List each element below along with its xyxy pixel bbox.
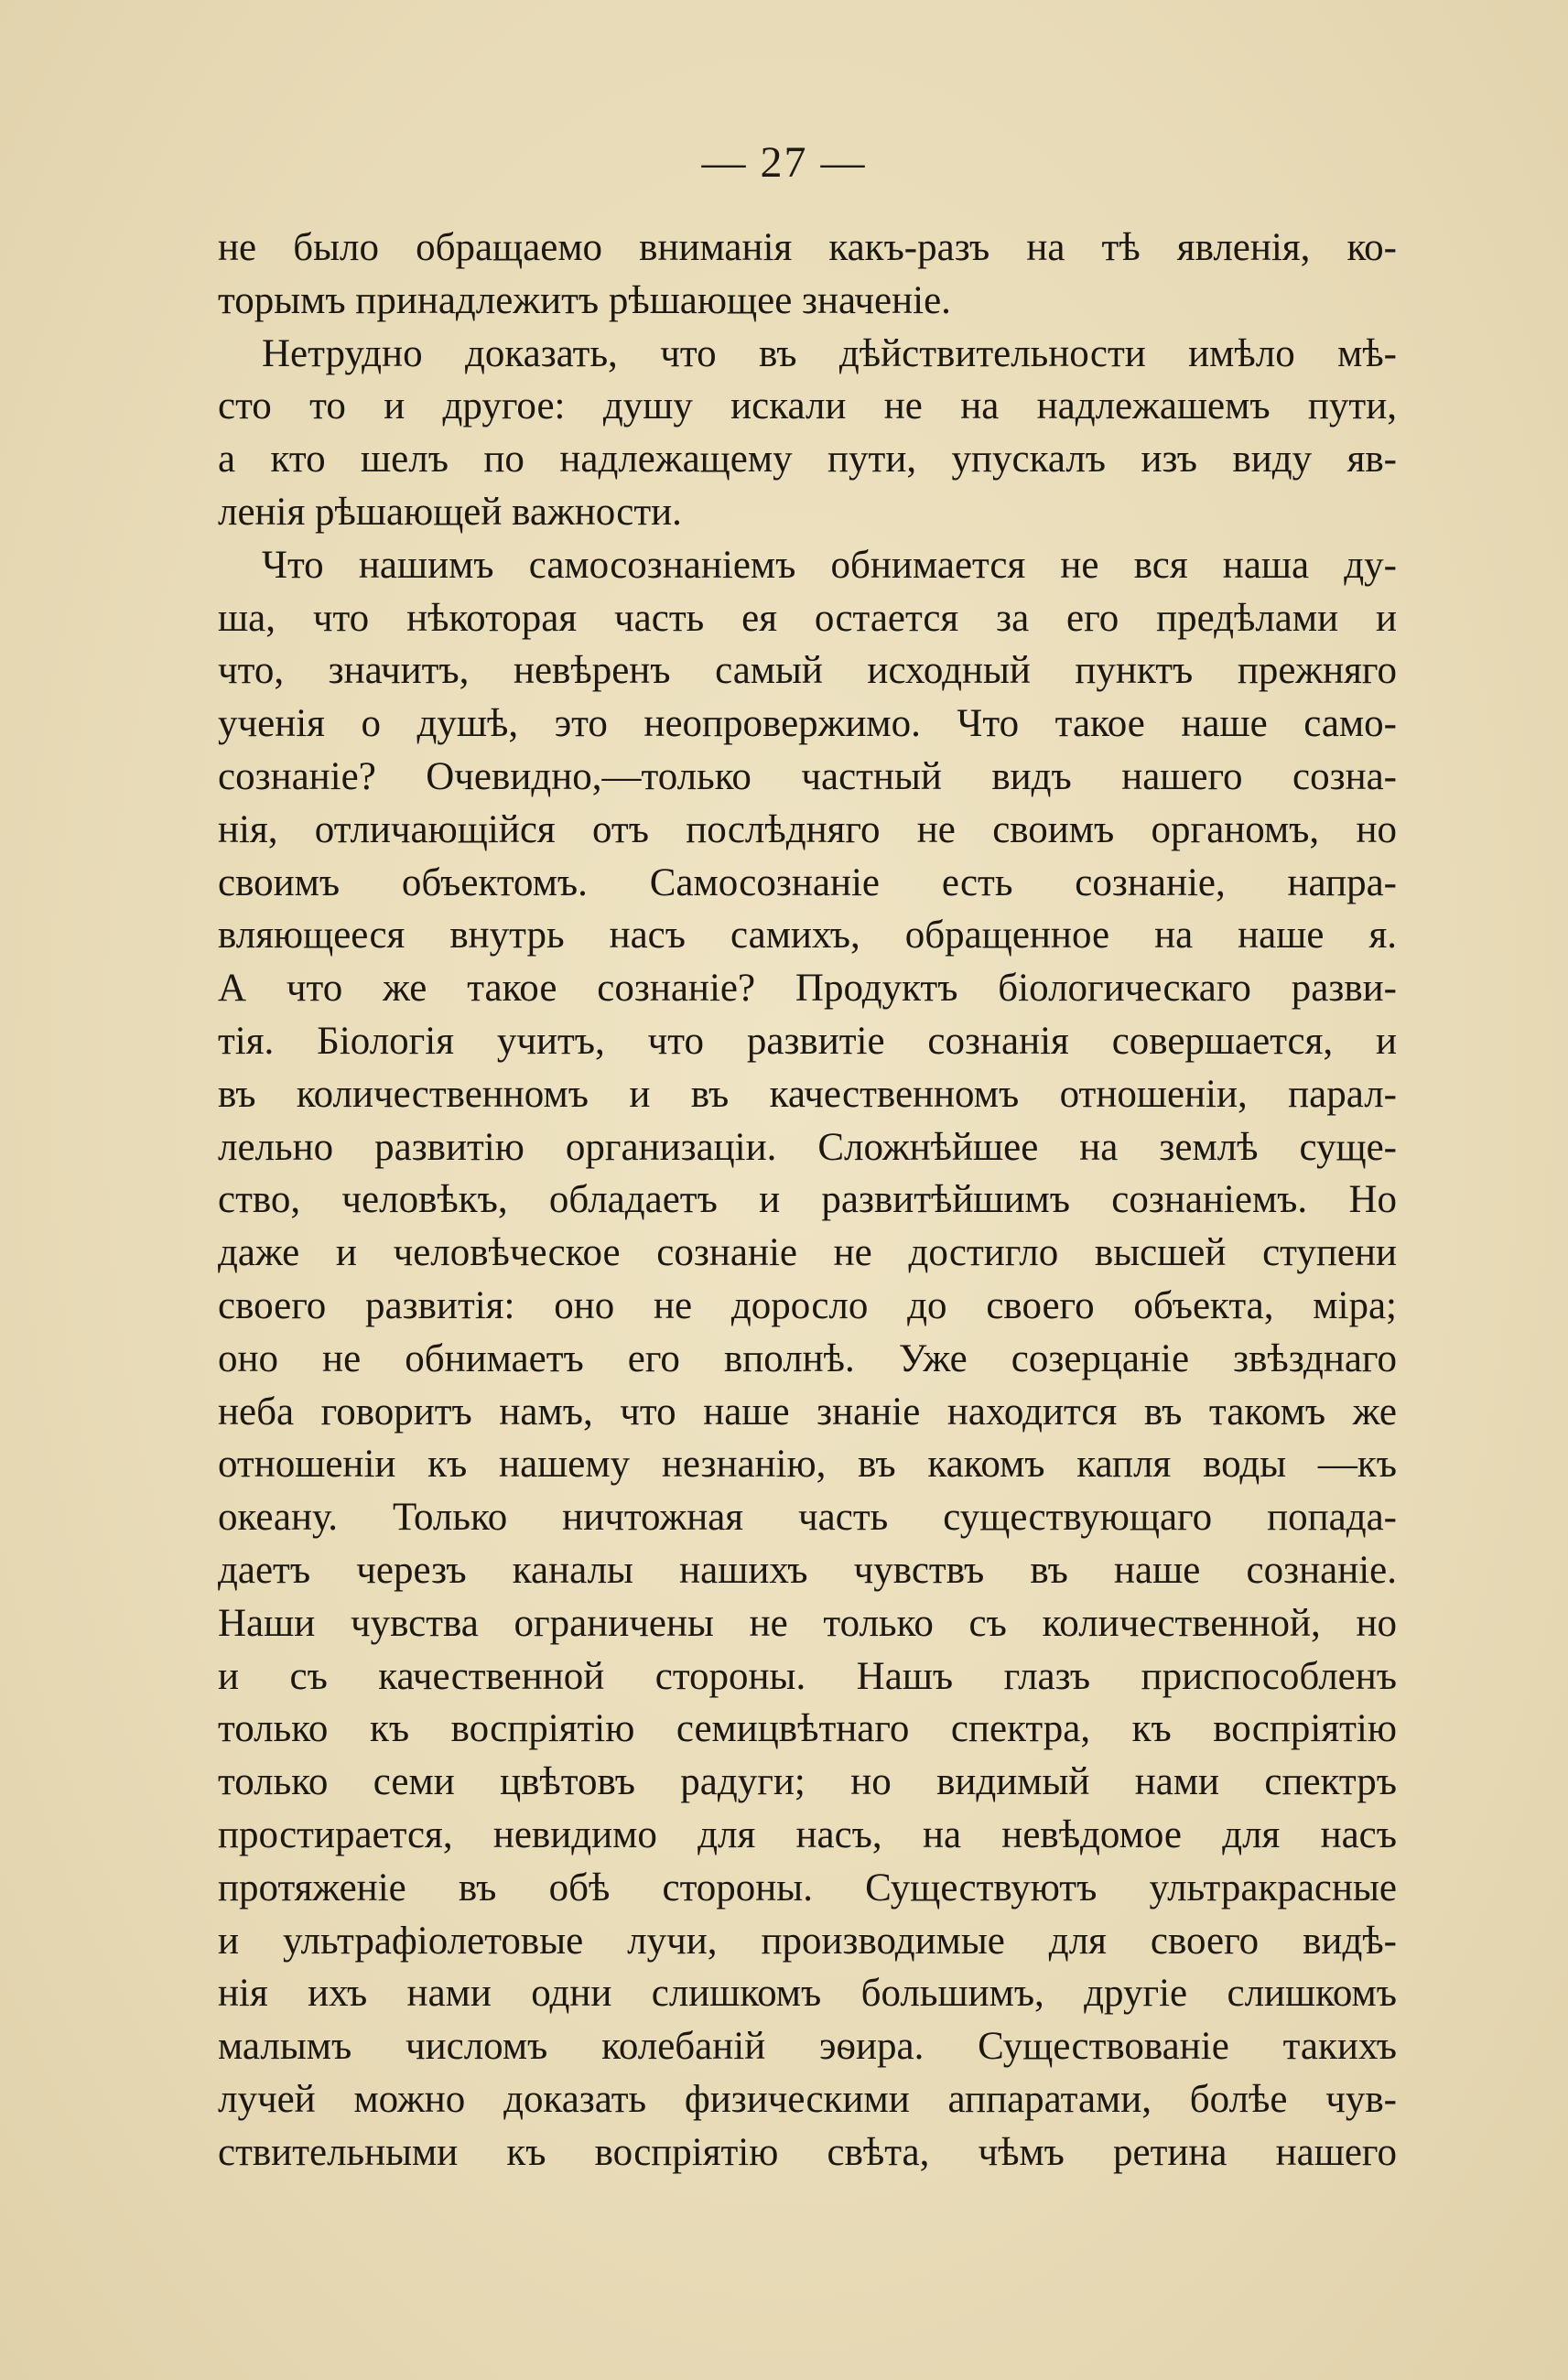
text-line: нія ихъ нами одни слишкомъ большимъ, другіе слишкомъ	[218, 1972, 1397, 2016]
text-line: въ количественномъ и въ качественномъ отношеніи, парал-	[218, 1072, 1397, 1116]
text-line: только семи цвѣтовъ радуги; но видимый нами спектръ	[218, 1760, 1397, 1804]
text-line: вляющееся внутрь насъ самихъ, обращенное на наше я.	[218, 914, 1397, 957]
text-line: и съ качественной стороны. Нашъ глазъ приспособленъ	[218, 1654, 1397, 1698]
text-line: лельно развитію организаціи. Сложнѣйшее на землѣ суще-	[218, 1125, 1397, 1169]
text-line: своего развитія: оно не доросло до своего объекта, міра;	[218, 1283, 1397, 1327]
text-line: ствительными къ воспріятію свѣта, чѣмъ ретина нашего	[218, 2130, 1397, 2174]
text-line: не было обращаемо вниманія какъ-разъ на тѣ явленія, ко-	[218, 226, 1397, 269]
text-line: ство, человѣкъ, обладаетъ и развитѣйшимъ сознаніемъ. Но	[218, 1178, 1397, 1222]
text-line: Что нашимъ самосознаніемъ обнимается не вся наша ду-	[262, 543, 1397, 587]
text-line: своимъ объектомъ. Самосознаніе есть сознаніе, напра-	[218, 860, 1397, 904]
text-line: и ультрафіолетовые лучи, производимые для своего видѣ-	[218, 1919, 1397, 1963]
text-line: ша, что нѣкоторая часть ея остается за его предѣлами и	[218, 596, 1397, 640]
text-line: тія. Біологія учитъ, что развитіе сознанія совершается, и	[218, 1019, 1397, 1063]
text-line: сознаніе? Очевидно,—только частный видъ нашего созна-	[218, 754, 1397, 798]
page-number: — 27 —	[701, 138, 867, 187]
text-line: только къ воспріятію семицвѣтнаго спектра, къ воспріятію	[218, 1707, 1397, 1751]
text-line: сто то и другое: душу искали не на надлежашемъ пути,	[218, 384, 1397, 428]
text-line: лучей можно доказать физическими аппаратами, болѣе чув-	[218, 2077, 1397, 2121]
text-line: ленія рѣшающей важности.	[218, 490, 682, 534]
text-line: неба говоритъ намъ, что наше знаніе находится въ такомъ же	[218, 1390, 1397, 1433]
text-line: Нетрудно доказать, что въ дѣйствительности имѣло мѣ-	[262, 331, 1397, 375]
text-line: простирается, невидимо для насъ, на невѣдомое для насъ	[218, 1812, 1397, 1856]
body-text	[218, 222, 1397, 2179]
text-line: торымъ принадлежитъ рѣшающее значеніе.	[218, 278, 951, 322]
text-line: даже и человѣческое сознаніе не достигло высшей ступени	[218, 1231, 1397, 1275]
text-line: Наши чувства ограничены не только съ количественной, но	[218, 1601, 1397, 1645]
text-line: даетъ черезъ каналы нашихъ чувствъ въ наше сознаніе.	[218, 1548, 1397, 1592]
text-line: ученія о душѣ, это неопровержимо. Что такое наше само-	[218, 702, 1397, 746]
text-line: протяженіе въ обѣ стороны. Существуютъ ультракрасные	[218, 1866, 1397, 1909]
text-line: А что же такое сознаніе? Продуктъ біологическаго разви-	[218, 967, 1397, 1011]
text-line: малымъ числомъ колебаній эѳира. Существованіе такихъ	[218, 2025, 1397, 2069]
text-line: нія, отличающійся отъ послѣдняго не своимъ органомъ, но	[218, 807, 1397, 851]
text-line: океану. Только ничтожная часть существующаго попада-	[218, 1496, 1397, 1540]
text-line: оно не обнимаетъ его вполнѣ. Уже созерцаніе звѣзднаго	[218, 1336, 1397, 1380]
text-line: а кто шелъ по надлежащему пути, упускалъ изъ виду яв-	[218, 438, 1397, 481]
text-line: что, значитъ, невѣренъ самый исходный пунктъ прежняго	[218, 649, 1397, 693]
text-line: отношеніи къ нашему незнанію, въ какомъ капля воды —къ	[218, 1443, 1397, 1487]
